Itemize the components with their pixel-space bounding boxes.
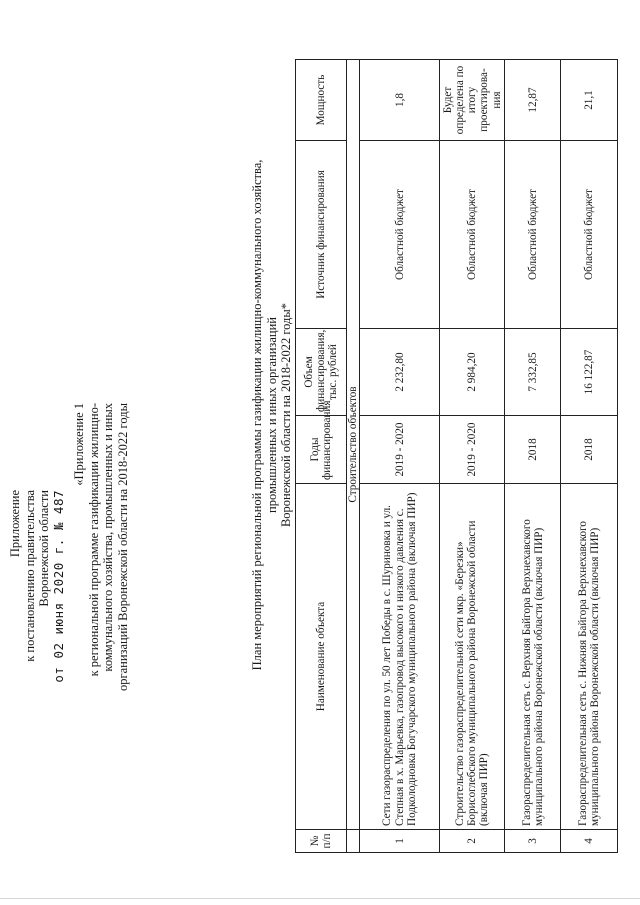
appendix-ref-line-4: организаций Воронежской области на 2018-2022 годы xyxy=(115,403,130,692)
cell-source: Областной бюджет xyxy=(561,141,618,329)
cell-source: Областной бюджет xyxy=(440,141,505,329)
decree-header xyxy=(8,490,66,683)
cell-volume: 7 332,85 xyxy=(505,329,561,416)
cell-power: Будет определена по итогу проектирова-ния xyxy=(440,60,505,141)
appendix-reference xyxy=(72,403,130,691)
cell-name: Строительство газораспределительной сети мкр. «Березки» Борисоглебского муниципального района Воронежской области (включая ПИР) xyxy=(440,484,505,830)
table-row xyxy=(360,60,440,853)
header-volume: Объем финансирования, тыс. рублей xyxy=(296,329,347,416)
cell-volume: 2 232,80 xyxy=(360,329,440,416)
section-title: Строительство объектов xyxy=(347,60,360,830)
cell-years: 2018 xyxy=(561,416,618,484)
cell-source: Областной бюджет xyxy=(360,141,440,329)
cell-source: Областной бюджет xyxy=(505,141,561,329)
decree-date: от 02 июня 2020 г. № 487 xyxy=(50,490,66,683)
header-years: Годы финансирования xyxy=(296,416,347,484)
cell-name: Сети газораспределения по ул. 50 лет Победы в с. Шуриновка и ул. Степная в х. Марьевка, газопровод высокого и низкого давления с. Подколодновка Богучарского муниципального района (включая ПИР) xyxy=(360,484,440,830)
appendix-ref-line-1: «Приложение 1 xyxy=(72,403,86,486)
cell-name: Газораспределительная сеть с. Нижняя Байгора Верхнехавского муниципального района Воронежской области (включая ПИР) xyxy=(561,484,618,830)
header-name: Наименование объекта xyxy=(296,484,347,830)
table-row xyxy=(561,60,618,853)
cell-num: 1 xyxy=(360,830,440,853)
cell-num: 2 xyxy=(440,830,505,853)
header-power: Мощность xyxy=(296,60,347,141)
plan-title-line-1: План мероприятий региональной программы газификации жилищно-коммунального хозяйства, промышленных и иных организаций xyxy=(250,159,279,671)
header-source: Источник финансирования xyxy=(296,141,347,329)
section-row xyxy=(347,60,360,853)
plan-title-line-2: Воронежской области на 2018-2022 годы* xyxy=(279,302,293,528)
appendix-label: Приложение xyxy=(8,490,22,558)
cell-num: 3 xyxy=(505,830,561,853)
cell-years: 2019 - 2020 xyxy=(360,416,440,484)
cell-num: 4 xyxy=(561,830,618,853)
decree-line-2: Воронежской области xyxy=(37,490,52,607)
table-row xyxy=(505,60,561,853)
cell-volume: 16 122,87 xyxy=(561,329,618,416)
appendix-ref-line-3: коммунального хозяйства, промышленных и иных xyxy=(101,403,116,672)
scan-edge-line xyxy=(0,898,640,899)
measures-table xyxy=(295,59,618,853)
cell-power: 12,87 xyxy=(505,60,561,141)
cell-power: 1,8 xyxy=(360,60,440,141)
appendix-ref-line-2: к региональной программе газификации жилищно- xyxy=(86,403,101,677)
cell-volume: 2 984,20 xyxy=(440,329,505,416)
table-row xyxy=(440,60,505,853)
plan-title xyxy=(250,145,294,685)
table-header-row xyxy=(296,60,347,853)
decree-line-1: к постановлению правительства xyxy=(22,490,37,662)
cell-power: 21,1 xyxy=(561,60,618,141)
cell-years: 2018 xyxy=(505,416,561,484)
header-num: № п/п xyxy=(296,830,347,853)
cell-name: Газораспределительная сеть с. Верхняя Байгора Верхнехавского муниципального района Воронежской области (включая ПИР) xyxy=(505,484,561,830)
cell-years: 2019 - 2020 xyxy=(440,416,505,484)
